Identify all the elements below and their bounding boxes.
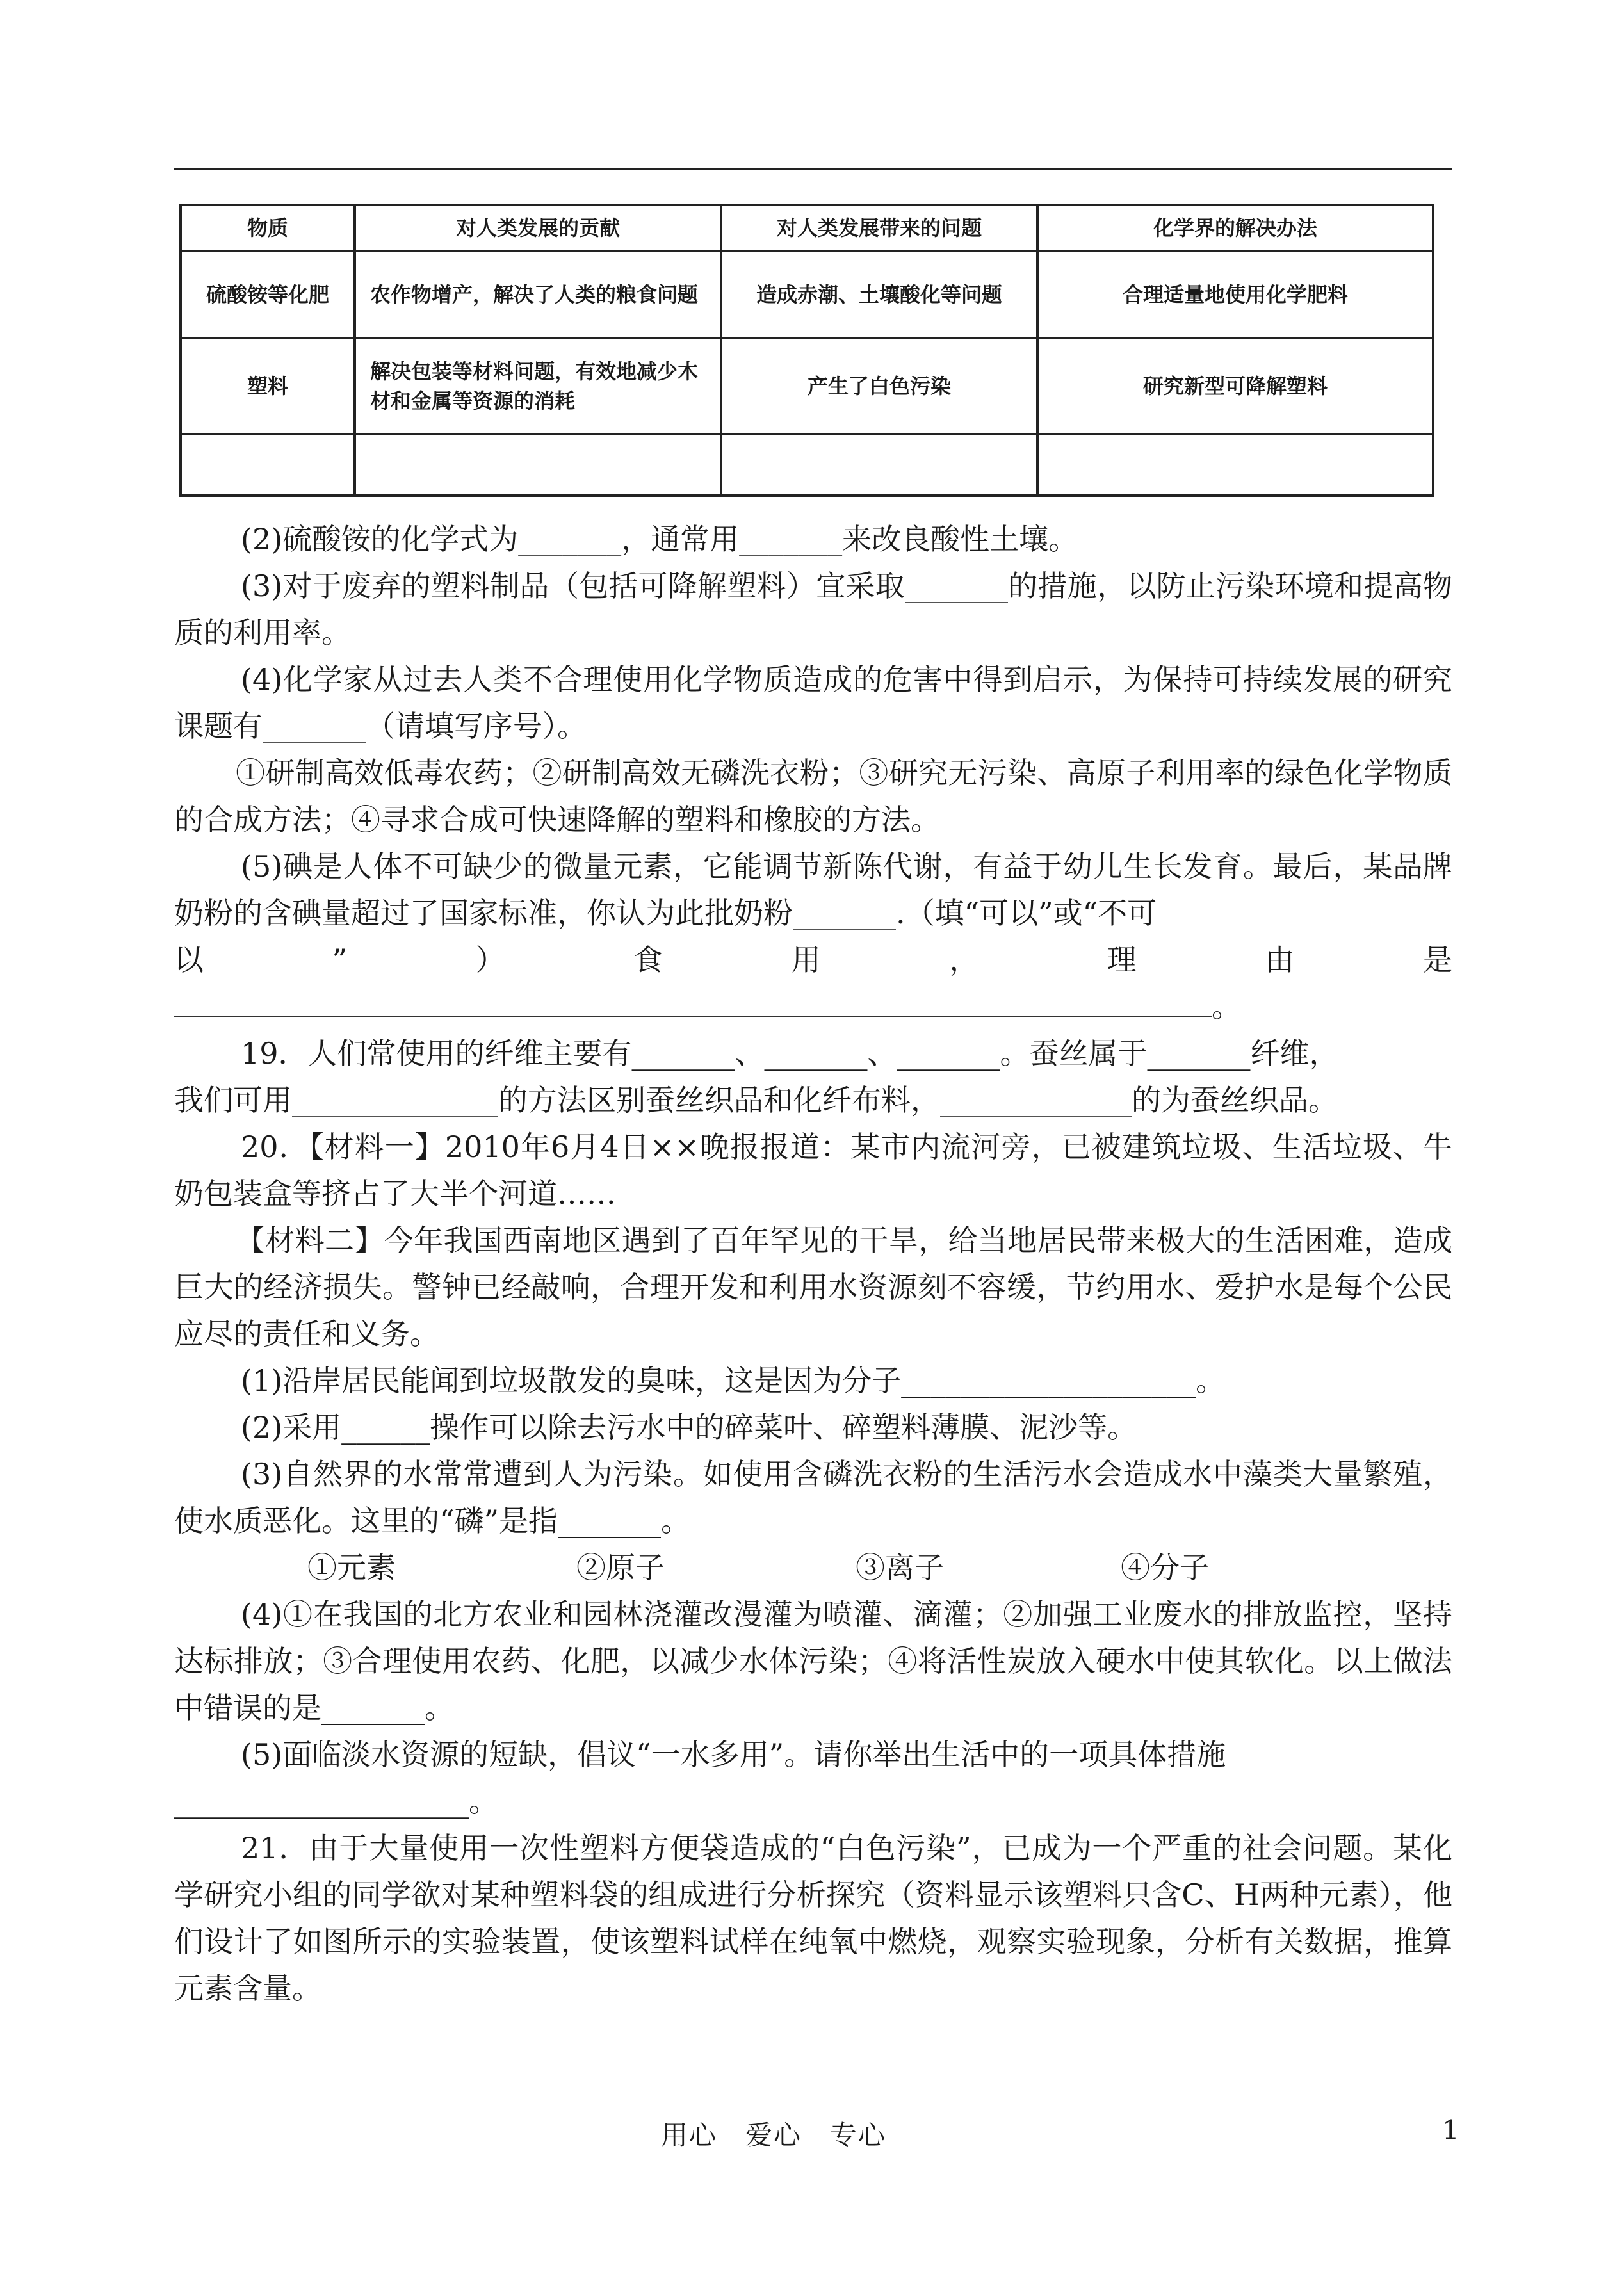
- q18-part5: (5)碘是人体不可缺少的微量元素，它能调节新陈代谢，有益于幼儿生长发育。最后，某品牌奶粉的含碘量超过了国家标准，你认为此批奶粉_______.（填“可以”或“不可: [174, 849, 1452, 930]
- spread-char: 食: [633, 943, 663, 977]
- q20-part3-options: [174, 1545, 1452, 1591]
- answer-blank[interactable]: [174, 991, 1212, 1017]
- table-row: [181, 434, 1433, 496]
- table-cell: 产生了白色污染: [721, 338, 1037, 434]
- spread-char: 理: [1107, 943, 1137, 977]
- table-header-row: [181, 205, 1433, 251]
- footer-motto: 用心 爱心 专心: [661, 2120, 887, 2151]
- header-rule: [174, 168, 1452, 170]
- spread-char: 以: [174, 943, 204, 977]
- spread-char: ”: [332, 943, 348, 977]
- spread-char: ）: [475, 943, 505, 977]
- q21-text: 21．由于大量使用一次性塑料方便袋造成的“白色污染”，已成为一个严重的社会问题。某化学研究小组的同学欲对某种塑料袋的组成进行分析探究（资料显示该塑料只含C、H两种元素），他们设计了如图所示的实验装置，使该塑料试样在纯氧中燃烧，观察实验现象，分析有关数据，推算元素含量。: [174, 1831, 1452, 2006]
- table-cell: 研究新型可降解塑料: [1037, 338, 1433, 434]
- option-item: ①元素: [307, 1550, 396, 1585]
- table-header-cell: 对人类发展带来的问题: [721, 205, 1037, 251]
- q18-answer-blank-line: [174, 984, 1452, 1030]
- q18-part4-options: ①研制高效低毒农药；②研制高效无磷洗衣粉；③研究无污染、高原子利用率的绿色化学物质的合成方法；④寻求合成可快速降解的塑料和橡胶的方法。: [174, 756, 1452, 837]
- spread-char: 用: [791, 943, 821, 977]
- q20-part5-answer: ____________________。: [174, 1784, 498, 1819]
- table-cell: [721, 434, 1037, 496]
- q19-line1: 19．人们常使用的纤维主要有_______、_______、_______。蚕丝属于_______纤维，: [241, 1036, 1339, 1071]
- table-cell: 农作物增产，解决了人类的粮食问题: [355, 251, 721, 338]
- table-header-cell: 化学界的解决办法: [1037, 205, 1433, 251]
- table-row: [181, 338, 1433, 434]
- q18-part4: (4)化学家从过去人类不合理使用化学物质造成的危害中得到启示，为保持可持续发展的研究课题有_______（请填写序号）。: [174, 662, 1452, 743]
- table-cell: 合理适量地使用化学肥料: [1037, 251, 1433, 338]
- q19-line2: 我们可用______________的方法区别蚕丝织品和化纤布料，_____________的为蚕丝织品。: [174, 1083, 1338, 1117]
- table-header-cell: 对人类发展的贡献: [355, 205, 721, 251]
- q18-part5-spread-line: [174, 937, 1452, 984]
- q18-part2: (2)硫酸铵的化学式为_______，通常用_______来改良酸性土壤。: [241, 522, 1078, 556]
- spread-char: 由: [1265, 943, 1295, 977]
- spread-char: 是: [1422, 943, 1452, 977]
- table-cell: 硫酸铵等化肥: [181, 251, 355, 338]
- table-cell: [181, 434, 355, 496]
- table-cell: 解决包装等材料问题，有效地减少木材和金属等资源的消耗: [355, 338, 721, 434]
- q20-part5: (5)面临淡水资源的短缺，倡议“一水多用”。请你举出生活中的一项具体措施: [241, 1737, 1226, 1772]
- materials-table: [179, 204, 1434, 497]
- q18-part3: (3)对于废弃的塑料制品（包括可降解塑料）宜采取_______的措施，以防止污染环境和提高物质的利用率。: [174, 569, 1452, 650]
- q20-material1: 20．【材料一】2010年6月4日××晚报报道：某市内流河旁，已被建筑垃圾、生活垃圾、牛奶包装盒等挤占了大半个河道……: [174, 1130, 1452, 1211]
- table-cell: [355, 434, 721, 496]
- q20-part4: (4)①在我国的北方农业和园林浇灌改漫灌为喷灌、滴灌；②加强工业废水的排放监控，坚持达标排放；③合理使用农药、化肥，以减少水体污染；④将活性炭放入硬水中使其软化。以上做法中错误的是_______。: [174, 1597, 1452, 1725]
- table-header-cell: 物质: [181, 205, 355, 251]
- q20-part1: (1)沿岸居民能闻到垃圾散发的臭味，这是因为分子____________________。: [241, 1363, 1226, 1398]
- question-body: [174, 516, 1452, 2012]
- table-cell: 塑料: [181, 338, 355, 434]
- spread-char: ，: [949, 943, 979, 977]
- option-item: ②原子: [576, 1550, 665, 1585]
- option-item: ④分子: [1121, 1550, 1209, 1585]
- table-cell: 造成赤潮、土壤酸化等问题: [721, 251, 1037, 338]
- table-cell: [1037, 434, 1433, 496]
- q20-part2: (2)采用______操作可以除去污水中的碎菜叶、碎塑料薄膜、泥沙等。: [241, 1410, 1137, 1445]
- period: 。: [1212, 989, 1241, 1024]
- table-row: [181, 251, 1433, 338]
- option-item: ③离子: [856, 1550, 944, 1585]
- q20-part3: (3)自然界的水常常遭到人为污染。如使用含磷洗衣粉的生活污水会造成水中藻类大量繁殖，使水质恶化。这里的“磷”是指_______。: [174, 1457, 1452, 1538]
- page-number: 1: [1442, 2114, 1459, 2146]
- q20-material2: 【材料二】今年我国西南地区遇到了百年罕见的干旱，给当地居民带来极大的生活困难，造成巨大的经济损失。警钟已经敲响，合理开发和利用水资源刻不容缓，节约用水、爱护水是每个公民应尽的责任和义务。: [174, 1223, 1452, 1351]
